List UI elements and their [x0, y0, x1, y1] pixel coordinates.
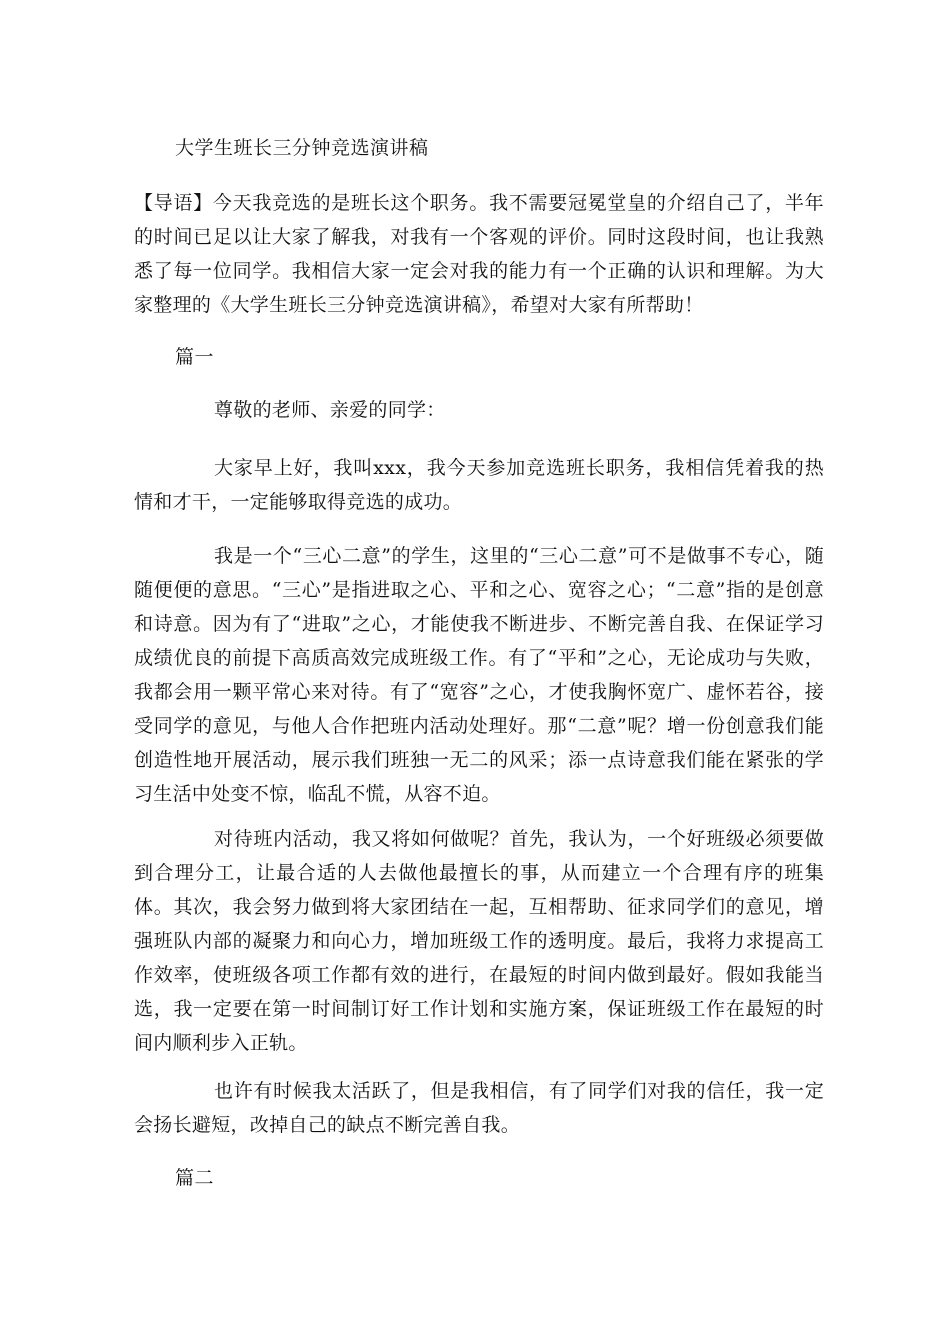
document-title: 大学生班长三分钟竞选演讲稿: [175, 137, 429, 159]
paragraph-2: 我是一个“三心二意”的学生，这里的“三心二意”可不是做事不专心，随随便便的意思。“三心”是指进取之心、平和之心、宽容之心；“二意”指的是创意和诗意。因为有了“进取”之心，才能使我不断进步、不断完善自我、在保证学习成绩优良的前提下高质高效完成班级工作。有了“平和”之心，无论成功与失败，我都会用一颗平常心来对待。有了“宽容”之心，才使我胸怀宽广、虚怀若谷，接受同学的意见，与他人合作把班内活动处理好。那“二意”呢？增一份创意我们能创造性地开展活动，展示我们班独一无二的风采；添一点诗意我们能在紧张的学习生活中处变不惊，临乱不慌，从容不迫。: [134, 545, 824, 805]
paragraph-3: 对待班内活动，我又将如何做呢？首先，我认为，一个好班级必须要做到合理分工，让最合适的人去做他最擅长的事，从而建立一个合理有序的班集体。其次，我会努力做到将大家团结在一起，互相帮助、征求同学们的意见，增强班队内部的凝聚力和向心力，增加班级工作的透明度。最后，我将力求提高工作效率，使班级各项工作都有效的进行，在最短的时间内做到最好。假如我能当选，我一定要在第一时间制订好工作计划和实施方案，保证班级工作在最短的时间内顺利步入正轨。: [134, 828, 824, 1054]
intro-paragraph: 【导语】今天我竞选的是班长这个职务。我不需要冠冕堂皇的介绍自己了，半年的时间已足以让大家了解我，对我有一个客观的评价。同时这段时间，也让我熟悉了每一位同学。我相信大家一定会对我的能力有一个正确的认识和理解。为大家整理的《大学生班长三分钟竞选演讲稿》，希望对大家有所帮助！: [134, 192, 824, 316]
paragraph-1: 大家早上好，我叫xxx，我今天参加竞选班长职务，我相信凭着我的热情和才干，一定能够取得竞选的成功。: [134, 457, 824, 513]
section-heading-2: 篇二: [175, 1167, 215, 1189]
section-heading-1: 篇一: [175, 346, 215, 368]
paragraph-4: 也许有时候我太活跃了，但是我相信，有了同学们对我的信任，我一定会扬长避短，改掉自己的缺点不断完善自我。: [134, 1080, 824, 1136]
salutation: 尊敬的老师、亲爱的同学：: [214, 399, 446, 421]
